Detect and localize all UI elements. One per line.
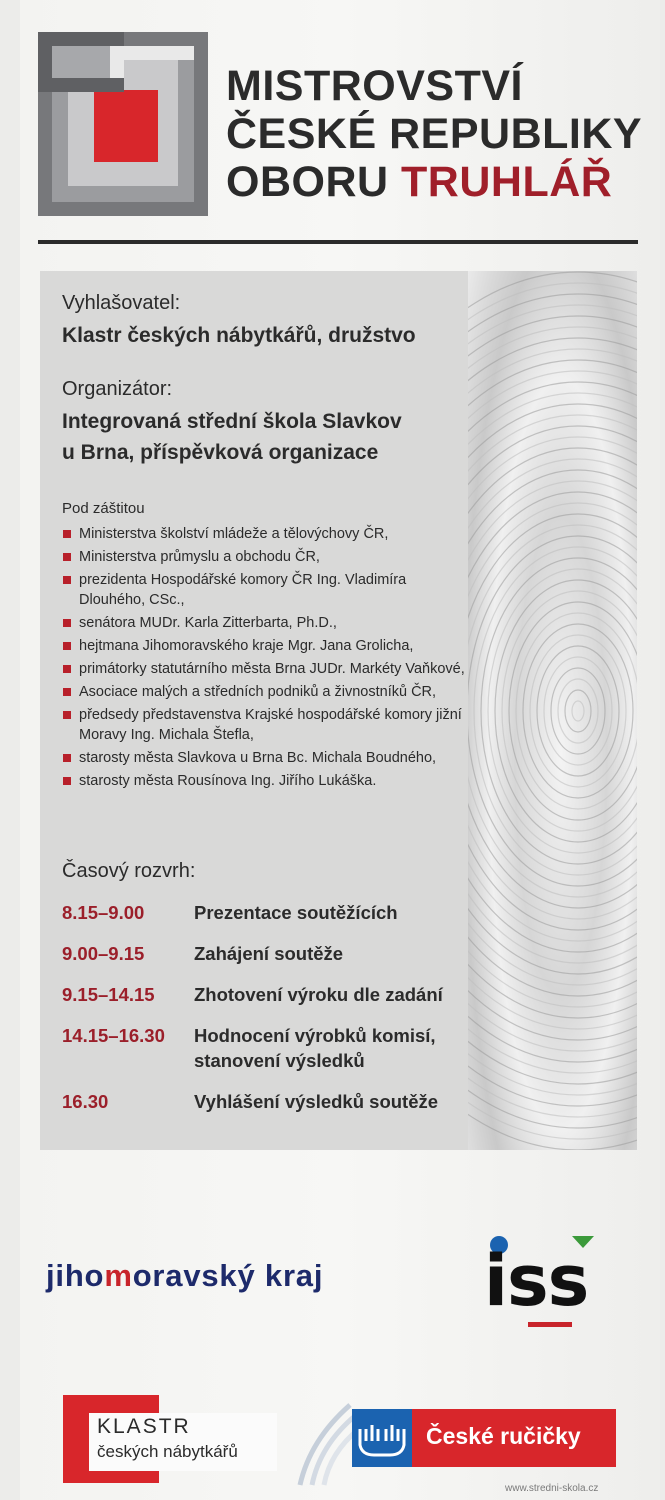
list-item: primátorky statutárního města Brna JUDr. Markéty Vaňkové, <box>62 659 467 679</box>
schedule-label: Časový rozvrh: <box>62 860 196 882</box>
title-divider <box>38 240 638 244</box>
list-item: starosty města Rousínova Ing. Jiřího Lukáška. <box>62 771 467 791</box>
schedule-row: 16.30 Vyhlášení výsledků soutěže <box>62 1091 439 1112</box>
list-item: prezidenta Hospodářské komory ČR Ing. Vladimíra Dlouhého, CSc., <box>62 570 467 610</box>
schedule-row: 9.15–14.15 Zhotovení výroku dle zadání <box>62 984 443 1005</box>
announcer-label: Vyhlašovatel: <box>62 292 181 314</box>
bullet-icon <box>63 530 71 538</box>
klastr-logo: KLASTR českých nábytkářů <box>63 1395 278 1483</box>
iss-logo: iss <box>484 1236 614 1328</box>
list-item: Ministerstva školství mládeže a tělovýchovy ČR, <box>62 524 467 544</box>
organizer-label: Organizátor: <box>62 378 173 400</box>
ceske-rucicky-logo: České ručičky <box>352 1409 616 1467</box>
announcer-value: Klastr českých nábytkářů, družstvo <box>62 324 416 347</box>
organizer-value-2: u Brna, příspěvková organizace <box>62 441 379 464</box>
banner-title <box>226 62 642 206</box>
patronage-label: Pod záštitou <box>62 500 145 517</box>
wood-texture-image <box>468 271 637 1150</box>
list-item: předsedy představenstva Krajské hospodářské komory jižní Moravy Ing. Michala Štefla, <box>62 705 467 745</box>
bullet-icon <box>63 642 71 650</box>
schedule-row: 14.15–16.30 Hodnocení výrobků komisí, stanovení výsledků <box>62 1025 436 1071</box>
jihomoravsky-kraj-logo: jihomoravský kraj <box>46 1258 324 1293</box>
bullet-icon <box>63 553 71 561</box>
schedule-table <box>62 900 472 1114</box>
title-line-3: OBORU TRUHLÁŘ <box>226 158 613 206</box>
list-item: senátora MUDr. Karla Zitterbarta, Ph.D., <box>62 613 467 633</box>
schedule-row: 8.15–9.00 Prezentace soutěžících <box>62 902 398 923</box>
title-line-2: ČESKÉ REPUBLIKY <box>226 110 643 158</box>
list-item: starosty města Slavkova u Brna Bc. Michala Boudného, <box>62 748 467 768</box>
title-accent: TRUHLÁŘ <box>401 158 613 206</box>
list-item: Asociace malých a středních podniků a živnostníků ČR, <box>62 682 467 702</box>
list-item: hejtmana Jihomoravského kraje Mgr. Jana Grolicha, <box>62 636 467 656</box>
bullet-icon <box>63 665 71 673</box>
bullet-icon <box>63 754 71 762</box>
wave-logo <box>290 1400 360 1490</box>
patronage-list <box>62 524 467 794</box>
bullet-icon <box>63 576 71 584</box>
organizer-value-1: Integrovaná střední škola Slavkov <box>62 410 402 433</box>
title-line-1: MISTROVSTVÍ <box>226 62 523 110</box>
bullet-icon <box>63 711 71 719</box>
bullet-icon <box>63 688 71 696</box>
list-item: Ministerstva průmyslu a obchodu ČR, <box>62 547 467 567</box>
bullet-icon <box>63 777 71 785</box>
watermark: www.stredni-skola.cz <box>505 1483 599 1494</box>
hands-icon <box>352 1409 412 1467</box>
schedule-row: 9.00–9.15 Zahájení soutěže <box>62 943 344 964</box>
championship-logo <box>38 32 208 216</box>
bullet-icon <box>63 619 71 627</box>
